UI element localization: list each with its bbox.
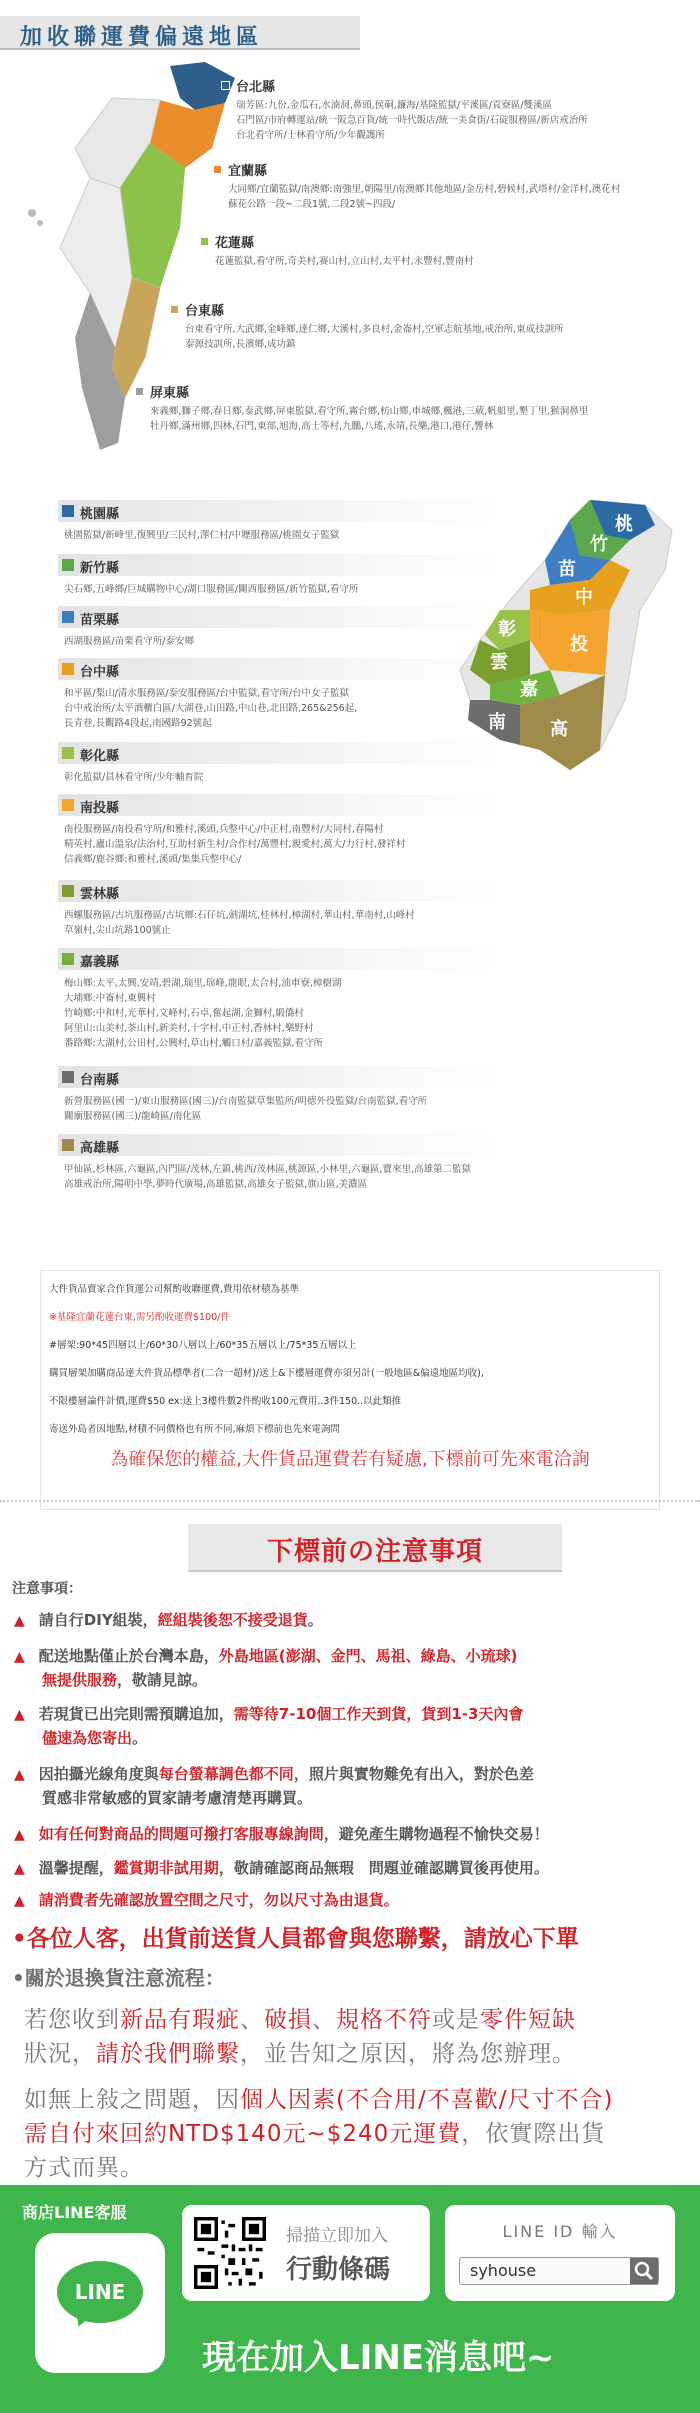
shipping-note-line: 購買層架加購商品達大件貨品標準者(二合一超材)/送上&下樓層運費亦須另計(一般地區&偏遠地區均收),	[49, 1368, 484, 1379]
note-text: 經組裝後恕不接受退貨	[157, 1611, 308, 1629]
note-text: 無提供服務	[42, 1671, 118, 1689]
county-head	[58, 1134, 498, 1156]
note-text: ，敬請見諒。	[117, 1671, 208, 1689]
county-list-line: 關廟服務區(國三)/龍崎區/南化區	[64, 1111, 202, 1122]
return-text: 如無上敍之問題，因	[24, 2087, 240, 2113]
county-list-line: 桃園監獄/新峰里,復興里/三民村,澤仁村/中壢服務區/桃園女子監獄	[64, 530, 340, 541]
town-line: 大同鄉/宜蘭監獄/南澳鄉:南強里,朝陽里/南澳鄉其他地區/金岳村,碧候村,武塔村/金洋村,澳花村	[228, 184, 621, 195]
return-process-heading: •關於退換貨注意流程：	[12, 1966, 225, 1990]
note-text: 配送地點僅止於台灣本島，	[38, 1647, 219, 1665]
county-list	[58, 764, 488, 785]
return-line	[24, 2083, 613, 2117]
note-text: 若現貨已出完則需預購追加，	[38, 1705, 234, 1723]
notes-label: 注意事項：	[12, 1581, 82, 1597]
county-list-line: 番路鄉:大湖村,公田村,公興村,草山村,觸口村/嘉義監獄,看守所	[64, 1038, 324, 1049]
county-list-line: 長青巷,長觀路4段起,南國路92號起	[64, 718, 212, 729]
return-text: 狀況，	[24, 2041, 96, 2067]
return-text: ，依實際出貨	[461, 2121, 606, 2147]
county-list-line: 高雄戒治所,陽明中學,夢時代廣場,高雄監獄,高雄女子監獄,旗山區,美濃區	[64, 1179, 368, 1190]
county-chiayi	[58, 948, 498, 1051]
return-text: 破損	[264, 2007, 312, 2033]
county-head	[58, 794, 498, 816]
region-name: 台北縣	[236, 80, 276, 95]
line-id-input[interactable]	[459, 2257, 659, 2285]
town-line: 石門區/市府轉運站/統一阪急百貨/統一時代飯店/統一美食街/石碇服務區/新店戒治所	[236, 115, 588, 126]
county-section	[0, 480, 700, 1220]
qr-code-box[interactable]	[182, 2205, 430, 2301]
county-list-line: 信義鄉/鹿谷鄉:和雅村,溪頭/集集兵整中心/	[64, 854, 242, 865]
county-color-square	[62, 663, 74, 675]
town-line: 蘇花公路一段~二段1號,二段2號~四段/	[228, 199, 396, 210]
map-label-hsinchu: 竹	[590, 534, 608, 555]
county-color-square	[62, 747, 74, 759]
return-text: 規格不符	[336, 2007, 432, 2033]
note-text: 鑑賞期非試用期	[113, 1859, 219, 1877]
map-label-chiayi: 嘉	[520, 679, 538, 700]
notes-title: 下標前の注意事項	[266, 1537, 483, 1567]
region-towns	[215, 254, 675, 269]
note-item	[14, 1888, 694, 1913]
county-kaohsiung	[58, 1134, 498, 1192]
note-text: 每台螢幕調色都不同	[158, 1765, 294, 1783]
county-list-line: 台中戒治所/太平酒櫃白區/大湖巷,山田路,中山巷,北田路,265&256起,	[64, 703, 358, 714]
county-nantou	[58, 794, 498, 867]
county-list	[58, 522, 488, 543]
region-towns	[185, 322, 685, 352]
note-text: ，敬請確認商品無瑕 問題並確認購買後再使用。	[218, 1859, 549, 1877]
warning-triangle-icon: ▲	[14, 1893, 39, 1909]
warning-triangle-icon: ▲	[14, 1707, 39, 1723]
map-label-changhua: 彰	[498, 619, 516, 640]
region-towns	[236, 98, 686, 143]
town-line: 牡丹鄉,滿州鄉,四林,石門,東部,旭海,高士等村,九鵬,八瑤,永靖,長樂,港口,港仔,響林	[150, 421, 494, 432]
note-item	[14, 1762, 694, 1787]
region-towns	[150, 404, 690, 434]
join-line-cta[interactable]: 現在加入LINE消息吧~	[202, 2338, 555, 2378]
shipping-note-line: #層架:90*45四層以上/60*30八層以上/60*35五層以上/75*35五層以上	[49, 1340, 357, 1351]
county-list-line: 阿里山:山美村,茶山村,新美村,十字村,中正村,香林村,樂野村	[64, 1023, 314, 1034]
remote-area-section	[0, 0, 700, 470]
county-head	[58, 500, 498, 522]
note-text: ，照片與實物難免有出入，對於色差	[293, 1765, 534, 1783]
return-text: 、	[312, 2007, 336, 2033]
county-head	[58, 554, 498, 576]
notes-title-box	[188, 1524, 562, 1572]
remote-area-title: 加收聯運費偏遠地區	[20, 25, 264, 50]
region-name: 宜蘭縣	[228, 164, 268, 179]
return-text: 新品有瑕疵	[120, 2007, 240, 2033]
note-item	[14, 1822, 694, 1847]
county-name: 桃園縣	[80, 507, 120, 522]
county-name: 嘉義縣	[80, 955, 120, 970]
county-tainan	[58, 1066, 498, 1124]
county-list-line: 彰化監獄/員林看守所/少年輔育院	[64, 772, 204, 783]
shop-line-label: 商店LINE客服	[22, 2203, 127, 2222]
return-line	[24, 2151, 144, 2185]
county-color-square	[62, 953, 74, 965]
county-list	[58, 970, 488, 1051]
scan-big-text: 行動條碼	[286, 2255, 391, 2285]
county-name: 南投縣	[80, 801, 120, 816]
note-text: 。	[132, 1729, 148, 1747]
county-head	[58, 880, 498, 902]
county-changhua	[58, 742, 498, 785]
return-text: 請於我們聯繫	[96, 2041, 240, 2067]
shipping-note-line: 大件貨品賣家合作貨運公司幫酌收聯運費,費用依材積為基準	[49, 1284, 300, 1295]
note-item	[14, 1726, 694, 1750]
return-line	[24, 2117, 605, 2151]
town-line: 瑞芳區:九份,金瓜石,水湳洞,鼻頭,侯硐,濂海/基隆監獄/平溪區/貢寮區/雙溪區	[236, 100, 553, 111]
region-color-dot	[170, 305, 179, 314]
county-list-line: 大埔鄉:中崙村,東興村	[64, 993, 156, 1004]
return-text: 個人因素(不合用/不喜歡/尺寸不合)	[240, 2087, 614, 2113]
return-text: 、	[240, 2007, 264, 2033]
county-name: 苗栗縣	[80, 613, 120, 628]
county-list-line: 新營服務區(國一)/東山服務區(國三)/台南監獄草集監所/明德外役監獄/台南監獄,看守所	[64, 1096, 428, 1107]
town-line: 泰源技訓所,長濱鄉,成功鎮	[185, 339, 296, 350]
county-head	[58, 948, 498, 970]
return-text: ，並告知之原因，將為您辦理。	[240, 2041, 576, 2067]
region-color-dot	[213, 165, 222, 174]
region-name: 屏東縣	[150, 386, 190, 401]
county-list	[58, 1088, 488, 1124]
county-head	[58, 606, 498, 628]
county-color-square	[62, 1071, 74, 1083]
note-text: 因拍攝光線角度與	[38, 1765, 159, 1783]
county-list-line: 南投服務區/南投看守所/和雅村,溪頭,兵整中心/中正村,南豐村/大同村,春陽村	[64, 824, 384, 835]
county-name: 台南縣	[80, 1073, 120, 1088]
line-logo-box[interactable]	[35, 2233, 165, 2373]
county-miaoli	[58, 606, 498, 649]
county-list	[58, 816, 488, 867]
return-text: 若您收到	[24, 2007, 120, 2033]
return-text: 零件短缺	[480, 2007, 576, 2033]
return-text: 方式而異。	[24, 2155, 144, 2181]
line-id-box	[445, 2205, 675, 2301]
town-line: 來義鄉,獅子鄉,春日鄉,泰武鄉,屏東監獄,看守所,霧台鄉,枋山鄉,車城鄉,楓港,三葳,帆船里,墾丁里,猴洞鼻里	[150, 406, 589, 417]
shipping-note-line: 不限樓層論件計價,運費$50 ex:送上3樓件數2件酌收100元費用..3件150..以此類推	[49, 1396, 402, 1407]
contact-before-shipping-note: •各位人客，出貨前送貨人員都會與您聯繫，請放心下單	[12, 1926, 579, 1952]
county-taichung	[58, 658, 498, 731]
county-color-square	[62, 1139, 74, 1151]
note-item	[14, 1644, 694, 1669]
line-logo-text: LINE	[74, 2280, 126, 2304]
note-item	[14, 1702, 694, 1727]
note-text: 外島地區(澎湖、金門、馬祖、綠島、小琉球)	[218, 1647, 518, 1665]
region-color-dot	[221, 81, 230, 90]
region-color-dot	[135, 387, 144, 396]
map-label-miaoli: 苗	[558, 559, 576, 580]
warning-triangle-icon: ▲	[14, 1767, 39, 1783]
warning-triangle-icon: ▲	[14, 1613, 39, 1629]
note-text: 請消費者先確認放置空間之尺寸，勿以尺寸為由退貨。	[38, 1891, 399, 1909]
county-list	[58, 902, 488, 938]
county-head	[58, 742, 498, 764]
town-line: 花蓮監獄,看守所,奇美村,赛山村,立山村,太平村,永豐村,豐南村	[215, 256, 474, 267]
region-name: 台東縣	[185, 304, 225, 319]
return-line	[24, 2037, 576, 2071]
map-label-taichung: 中	[575, 587, 593, 608]
county-list-line: 甲仙區,杉林區,六龜區,內門區/茂林,左鎮,桃西/茂林區,桃源區,小林里,六龜區,寶來里,高雄第二監獄	[64, 1164, 472, 1175]
remote-area-title-bar	[0, 16, 700, 50]
search-icon[interactable]	[630, 2258, 658, 2284]
county-list	[58, 576, 488, 597]
county-list-line: 西湖服務區/苗栗看守所/泰安鄉	[64, 636, 194, 647]
county-list	[58, 1156, 488, 1192]
return-line	[24, 2003, 576, 2037]
county-head	[58, 1066, 498, 1088]
county-list-line: 精英村,廬山溫泉/法治村,互助村新生村/合作村/萬豐村,親愛村,萬大/力行村,發祥村	[64, 839, 406, 850]
map-label-nantou: 投	[570, 634, 588, 655]
town-line: 台北看守所/士林看守所/少年觀護所	[236, 130, 385, 141]
divider	[0, 1500, 700, 1502]
county-list-line: 竹崎鄉:中和村,光華村,文峰村,石卓,奮起湖,金獅村,緞僑村	[64, 1008, 304, 1019]
note-text: 需等待7-10個工作天到貨，貨到1-3天內會	[233, 1705, 524, 1723]
shipping-notes-box	[40, 1270, 660, 1510]
warning-triangle-icon: ▲	[14, 1827, 39, 1843]
county-color-square	[62, 505, 74, 517]
scan-small-text: 掃描立即加入	[286, 2226, 388, 2246]
county-list-line: 和平區/梨山/清水服務區/泰安服務區/台中監獄,看守所/台中女子監獄	[64, 688, 350, 699]
map-label-yunlin: 雲	[490, 652, 508, 673]
county-hsinchu	[58, 554, 498, 597]
county-name: 雲林縣	[80, 887, 120, 902]
county-color-square	[62, 559, 74, 571]
note-item	[14, 1856, 694, 1881]
return-text: 或是	[432, 2007, 480, 2033]
county-name: 高雄縣	[80, 1141, 120, 1156]
county-name: 新竹縣	[80, 561, 120, 576]
county-yunlin	[58, 880, 498, 938]
map-label-tainan: 南	[488, 712, 506, 733]
town-line: 台東看守所,大武鄉,金峰鄉,達仁鄉,大溪村,多良村,金崙村,空軍志航基地,戒治所,東成技訓所	[185, 324, 564, 335]
note-item	[14, 1608, 694, 1633]
county-color-square	[62, 799, 74, 811]
shipping-note-line: 寄送外島者因地點,材積不同價格也有所不同,麻煩下標前也先來電詢問	[49, 1424, 341, 1435]
warning-triangle-icon: ▲	[14, 1861, 39, 1877]
county-head	[58, 658, 498, 680]
return-text: 需自付來回約NTD$140元~$240元運費	[24, 2121, 462, 2147]
region-towns	[228, 182, 683, 212]
note-text: 。	[307, 1611, 323, 1629]
note-item	[14, 1668, 694, 1692]
note-item	[14, 1786, 694, 1810]
note-text: ，避免產生購物過程不愉快交易！	[323, 1825, 549, 1843]
county-list-line: 草嶺村,尖山坑路100號止	[64, 925, 171, 936]
county-taoyuan	[58, 500, 498, 543]
shipping-note-line: ※基隆宜蘭花蓮台東,需另酌收運費$100/件	[49, 1312, 230, 1323]
map-label-taoyuan: 桃	[615, 514, 633, 535]
region-name: 花蓮縣	[215, 236, 255, 251]
region-color-dot	[200, 237, 209, 246]
line-banner	[0, 2185, 700, 2413]
warning-triangle-icon: ▲	[14, 1649, 39, 1665]
note-text: 請自行DIY組裝，	[38, 1611, 158, 1629]
county-list-line: 尖石鄉,五峰鄉/巨城購物中心/湖口服務區/關西服務區/新竹監獄,看守所	[64, 584, 359, 595]
county-name: 彰化縣	[80, 749, 120, 764]
map-label-kaohsiung: 高	[550, 719, 568, 740]
line-id-value: syhouse	[470, 2261, 537, 2280]
county-color-square	[62, 885, 74, 897]
note-text: 如有任何對商品的問題可撥打客服專線詢問	[38, 1825, 324, 1843]
note-text: 質感非常敏感的買家請考慮清楚再購買。	[42, 1789, 313, 1807]
note-text: 溫馨提醒，	[38, 1859, 114, 1877]
taiwan-county-map	[440, 500, 680, 800]
county-color-square	[62, 611, 74, 623]
county-list-line: 梅山鄉:太平,太興,安靖,碧湖,瑞里,瑞峰,龍眼,太合村,油車寮,樟樹湖	[64, 978, 342, 989]
line-id-label: LINE ID 輸入	[502, 2222, 618, 2241]
county-list-line: 西螺服務區/古坑服務區/古坑鄉:石仔坑,劍湖坑,桂林村,樟湖村,華山村,華南村,山峰村	[64, 910, 415, 921]
qr-code-icon	[194, 2217, 266, 2289]
note-text: 儘速為您寄出	[42, 1729, 133, 1747]
county-list	[58, 680, 488, 731]
county-list	[58, 628, 488, 649]
shipping-inquiry-cta: 為確保您的權益,大件貨品運費若有疑慮,下標前可先來電洽詢	[110, 1449, 590, 1470]
county-name: 台中縣	[80, 665, 120, 680]
